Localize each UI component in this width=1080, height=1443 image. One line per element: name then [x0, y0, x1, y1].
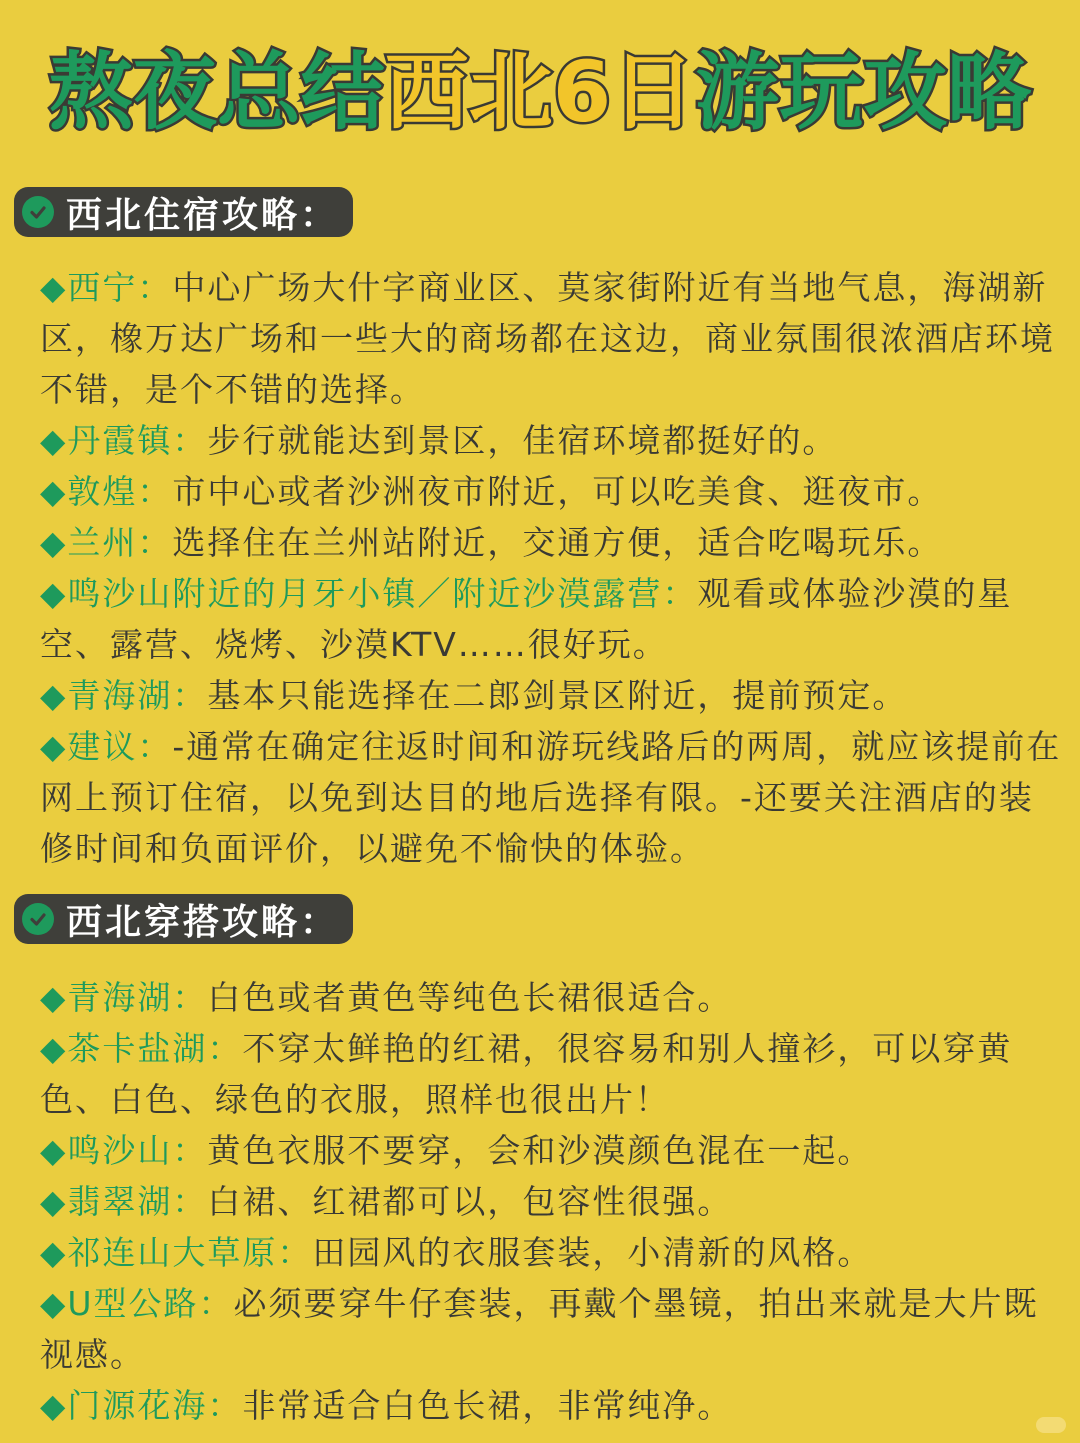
item-key: 门源花海： [67, 1386, 243, 1425]
item-key: 兰州： [67, 523, 173, 562]
title-part-2: 西北6日 [384, 43, 696, 141]
diamond-icon: ◆ [40, 676, 68, 715]
diamond-icon: ◆ [40, 472, 68, 511]
section-heading-lodging [14, 187, 353, 237]
section-heading-outfits [14, 894, 353, 944]
item-text: 非常适合白色长裙，非常纯净。 [242, 1386, 733, 1425]
diamond-icon: ◆ [40, 1029, 68, 1068]
list-item [40, 972, 1066, 1023]
item-text: 白色或者黄色等纯色长裙很适合。 [207, 978, 733, 1017]
item-key: 青海湖： [67, 676, 208, 715]
item-text: -通常在确定往返时间和游玩线路后的两周，就应该提前在网上预订住宿，以免到达目的地后选择有限。-还要关注酒店的装修时间和负面评价，以避免不愉快的体验。 [40, 727, 1062, 868]
item-text: 选择住在兰州站附近，交通方便，适合吃喝玩乐。 [172, 523, 943, 562]
item-key: 青海湖： [67, 978, 208, 1017]
item-key: 敦煌： [67, 472, 173, 511]
section-heading-label: 西北穿搭攻略： [66, 901, 340, 943]
list-item [40, 670, 1066, 721]
diamond-icon: ◆ [40, 1233, 68, 1272]
diamond-icon: ◆ [40, 268, 68, 307]
item-key: 丹霞镇： [67, 421, 208, 460]
title-part-1: 熬夜总结 [48, 43, 385, 141]
list-item [40, 1380, 1066, 1431]
list-item [40, 1278, 1066, 1380]
list-item [40, 1176, 1066, 1227]
watermark-mark [1036, 1417, 1066, 1433]
item-text: 田园风的衣服套装，小清新的风格。 [312, 1233, 873, 1272]
list-item [40, 415, 1066, 466]
item-key: U型公路： [67, 1284, 234, 1323]
item-text: 不穿太鲜艳的红裙，很容易和别人撞衫，可以穿黄色、白色、绿色的衣服，照样也很出片！ [40, 1029, 1013, 1119]
item-key: 鸣沙山： [67, 1131, 208, 1170]
item-key: 西宁： [67, 268, 173, 307]
diamond-icon: ◆ [40, 574, 68, 613]
diamond-icon: ◆ [40, 1284, 68, 1323]
item-text: 步行就能达到景区，佳宿环境都挺好的。 [207, 421, 838, 460]
list-item [40, 1023, 1066, 1125]
check-circle-icon [22, 196, 54, 228]
item-text: 中心广场大什字商业区、莫家街附近有当地气息，海湖新区，橡万达广场和一些大的商场都在这边，商业氛围很浓酒店环境不错，是个不错的选择。 [40, 268, 1055, 409]
item-text: 市中心或者沙洲夜市附近，可以吃美食、逛夜市。 [172, 472, 943, 511]
diamond-icon: ◆ [40, 978, 68, 1017]
page-title [0, 42, 1080, 142]
diamond-icon: ◆ [40, 421, 68, 460]
item-text: 观看或体验沙漠的星空、露营、烧烤、沙漠KTV……很好玩。 [40, 574, 1013, 664]
item-key: 建议： [67, 727, 173, 766]
item-text: 黄色衣服不要穿，会和沙漠颜色混在一起。 [207, 1131, 873, 1170]
title-part-3: 游玩攻略 [695, 43, 1032, 141]
check-circle-icon [22, 903, 54, 935]
item-key: 祁连山大草原： [67, 1233, 313, 1272]
item-key: 翡翠湖： [67, 1182, 208, 1221]
list-item [40, 517, 1066, 568]
section-heading-label: 西北住宿攻略： [66, 194, 340, 236]
diamond-icon: ◆ [40, 1131, 68, 1170]
list-item [40, 1227, 1066, 1278]
diamond-icon: ◆ [40, 523, 68, 562]
item-text: 白裙、红裙都可以，包容性很强。 [207, 1182, 733, 1221]
list-item [40, 1125, 1066, 1176]
section-outfits [40, 972, 1066, 1431]
list-item [40, 466, 1066, 517]
list-item [40, 568, 1066, 670]
diamond-icon: ◆ [40, 1182, 68, 1221]
section-lodging [40, 262, 1066, 874]
diamond-icon: ◆ [40, 1386, 68, 1425]
list-item [40, 721, 1066, 874]
diamond-icon: ◆ [40, 727, 68, 766]
item-text: 必须要穿牛仔套装，再戴个墨镜，拍出来就是大片既视感。 [40, 1284, 1039, 1374]
list-item [40, 262, 1066, 415]
item-key: 鸣沙山附近的月牙小镇／附近沙漠露营： [67, 574, 698, 613]
item-key: 茶卡盐湖： [67, 1029, 243, 1068]
item-text: 基本只能选择在二郎剑景区附近，提前预定。 [207, 676, 908, 715]
